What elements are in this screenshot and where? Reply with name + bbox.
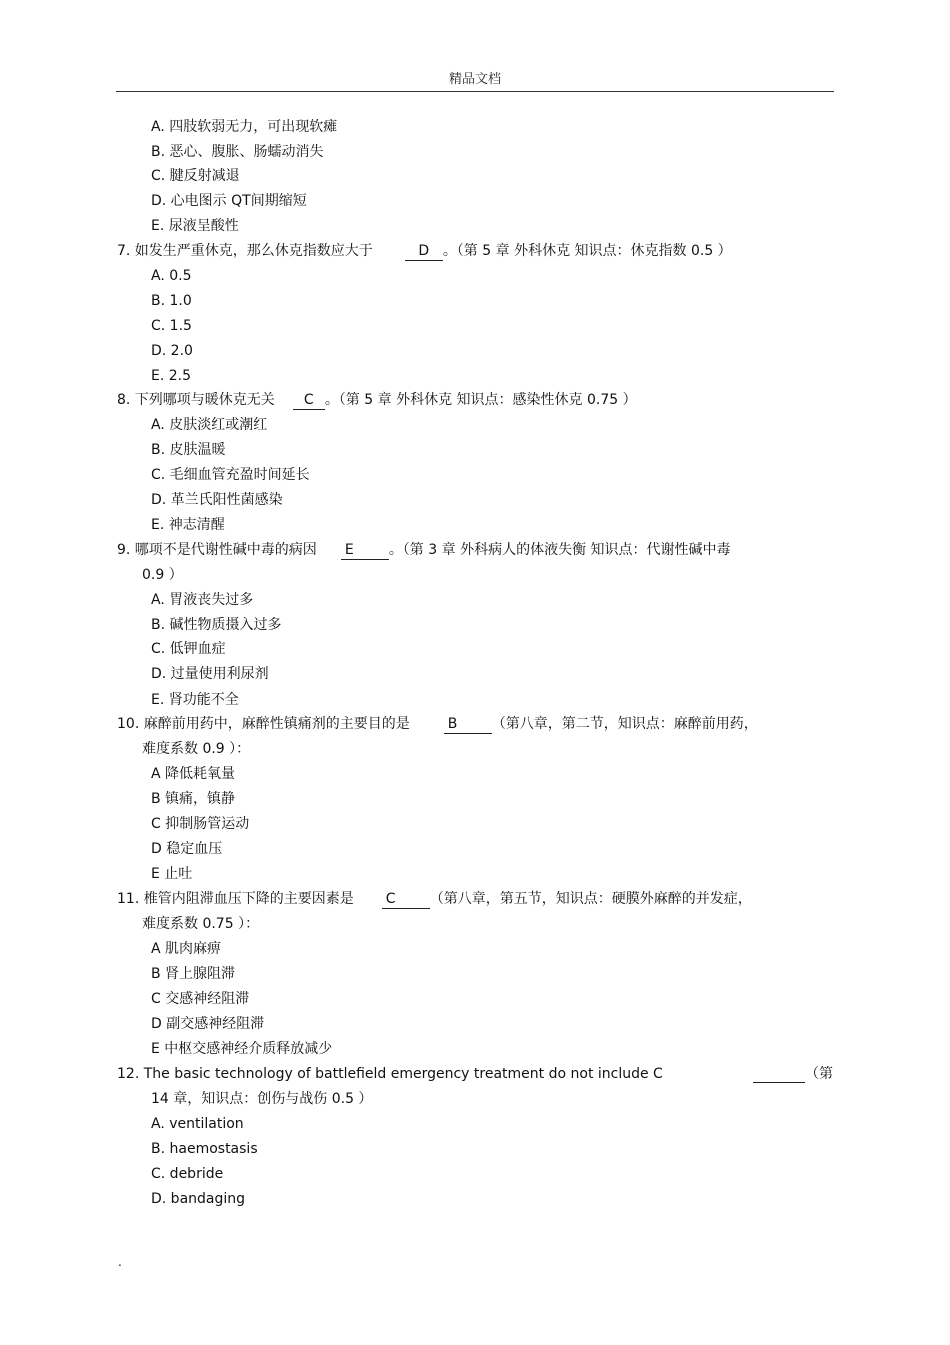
q11-stem [117,887,752,912]
q7-option-b: B. 1.0 [151,293,192,309]
q11-meta-cont: 难度系数 0.75 ）： [142,916,260,932]
q9-meta-cont: 0.9 ） [142,567,183,583]
q8-option-d: D. 革兰氏阳性菌感染 [151,492,283,508]
q8-answer: C [293,391,325,410]
q8-option-a: A. 皮肤淡红或潮红 [151,417,268,433]
q9-answer: E [341,541,389,560]
q6-option-c: C. 腱反射减退 [151,168,240,184]
q12-question: 12. The basic technology of battlefield emergency treatment do not include C [117,1066,663,1082]
q6-option-e: E. 尿液呈酸性 [151,217,239,234]
q11-answer: C [382,890,430,909]
q8-option-b: B. 皮肤温暖 [151,442,226,458]
q9-question: 9. 哪项不是代谢性碱中毒的病因 [117,542,317,558]
q11-option-e: E 中枢交感神经介质释放减少 [151,1041,333,1057]
q12-meta: （第 [805,1066,833,1082]
q8-option-c: C. 毛细血管充盈时间延长 [151,467,310,483]
q7-meta: 。（第 5 章 外科休克 知识点：休克指数 0.5 ） [442,243,732,259]
footer-mark: . [118,1255,122,1269]
q10-option-c: C 抑制肠管运动 [151,816,250,832]
header-divider [116,91,834,92]
q9-option-b: B. 碱性物质摄入过多 [151,617,282,633]
q9-meta: 。（第 3 章 外科病人的体液失衡 知识点：代谢性碱中毒 [388,542,731,558]
q7-option-a: A. 0.5 [151,268,192,284]
q10-question: 10. 麻醉前用药中，麻醉性镇痛剂的主要目的是 [117,716,410,732]
q8-meta: 。（第 5 章 外科休克 知识点：感染性休克 0.75 ） [324,392,637,408]
q12-option-b: B. haemostasis [151,1141,258,1157]
header-title: 精品文档 [448,72,501,87]
q6-option-b: B. 恶心、腹胀、肠蠕动消失 [151,143,324,160]
q11-option-b: B 肾上腺阻滞 [151,966,236,982]
q12-option-a: A. ventilation [151,1116,244,1132]
q12-option-d: D. bandaging [151,1191,246,1207]
q11-question: 11. 椎管内阻滞血压下降的主要因素是 [117,891,354,907]
q7-stem [117,239,732,264]
q7-option-c: C. 1.5 [151,318,192,334]
q11-option-a: A 肌肉麻痹 [151,941,222,957]
q9-stem [117,538,731,563]
q9-option-c: C. 低钾血症 [151,641,226,657]
q10-meta-cont: 难度系数 0.9 ）： [142,741,251,757]
q9-option-a: A. 胃液丧失过多 [151,592,254,608]
q10-option-b: B 镇痛，镇静 [151,791,236,807]
q10-option-e: E 止吐 [151,866,193,882]
q10-option-a: A 降低耗氧量 [151,766,236,782]
q12-answer-blank [753,1066,805,1083]
q12-option-c: C. debride [151,1166,224,1182]
q8-stem [117,388,637,413]
q7-question: 7. 如发生严重休克，那么休克指数应大于 [117,243,373,259]
q9-option-d: D. 过量使用利尿剂 [151,666,269,682]
q8-option-e: E. 神志清醒 [151,517,225,533]
q6-option-d: D. 心电图示 QT间期缩短 [151,193,307,209]
q10-meta: （第八章，第二节，知识点：麻醉前用药， [491,716,758,732]
q12-stem [117,1062,833,1087]
q12-meta-cont: 14 章，知识点：创伤与战伤 0.5 ） [151,1091,373,1107]
q7-option-e: E. 2.5 [151,368,192,384]
q11-meta: （第八章，第五节，知识点：硬膜外麻醉的并发症， [429,891,752,907]
q10-option-d: D 稳定血压 [151,841,223,857]
q8-question: 8. 下列哪项与暖休克无关 [117,392,275,408]
q10-stem [117,712,758,737]
q7-option-d: D. 2.0 [151,343,193,359]
q11-option-d: D 副交感神经阻滞 [151,1016,265,1032]
q6-option-a: A. 四肢软弱无力，可出现软瘫 [151,119,338,135]
q11-option-c: C 交感神经阻滞 [151,991,250,1007]
q9-option-e: E. 肾功能不全 [151,692,239,708]
q12-blank-group [753,1062,833,1087]
q10-answer: B [444,715,492,734]
q7-answer: D [405,242,443,261]
